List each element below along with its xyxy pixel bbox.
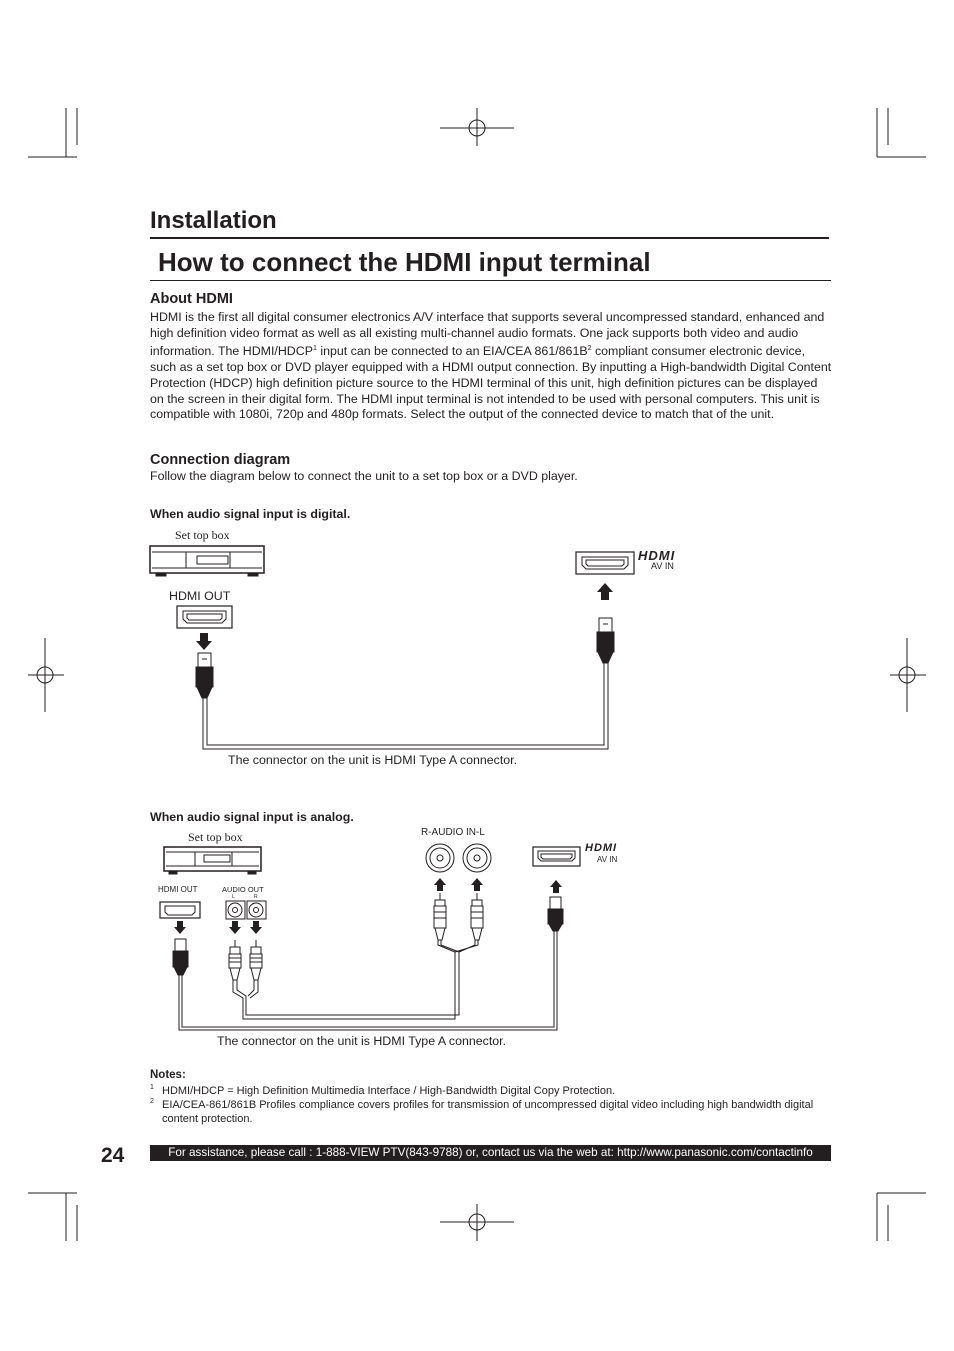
connection-diagram-heading: Connection diagram (150, 452, 291, 468)
audio-out-l-label: L (232, 894, 235, 900)
rca-plug-icon (471, 893, 483, 940)
audio-in-jack-icon (426, 844, 454, 872)
set-top-box-label: Set top box (175, 528, 230, 542)
set-top-box-icon (164, 847, 261, 874)
page-title: How to connect the HDMI input terminal (158, 247, 651, 277)
hdmi-logo: HDMI (638, 548, 676, 563)
audio-out-jack-icon (226, 901, 245, 919)
note-number: 2 (150, 1098, 154, 1105)
set-top-box-label: Set top box (188, 830, 243, 844)
about-hdmi-paragraph: HDMI is the first all digital consumer electronics A/V interface that supports several uncompressed standard, enhanced and high definition video format as well as all existing multi-channel audio formats. One jack supports both video and audio information. The HDMI/HDCP$^1$ input can be connected to an EIA/CEA $861/861B^2$ compliant consumer electronic device, such as a set top box or DVD player equipped with a HDMI output connection. By inputting a High-bandwidth Digital Content Protection (HDCP) high definition picture source to the HDMI terminal of this unit, high definition pictures can be displayed on the screen in their digital form. The HDMI input terminal is not intended to be used with personal computers. This unit is compatible with 1080i, 720p and 480p formats. Select the output of the connected device to match that of the unit. (150, 310, 832, 422)
rca-plug-icon (250, 940, 262, 980)
down-arrow-icon (250, 921, 262, 934)
hdmi-logo: HDMI (585, 842, 618, 854)
audio-out-label: AUDIO OUT (222, 885, 264, 894)
audio-in-jack-icon (463, 844, 491, 872)
analog-subheading: When audio signal input is analog. (150, 810, 354, 824)
hdmi-plug-icon (173, 939, 188, 975)
hdmi-out-label: HDMI OUT (158, 885, 198, 894)
down-arrow-icon (229, 921, 241, 934)
hdmi-out-label: HDMI OUT (169, 589, 231, 603)
connection-intro: Follow the diagram below to connect the unit to a set top box or a DVD player. (150, 469, 578, 483)
analog-caption: The connector on the unit is HDMI Type A connector. (217, 1034, 507, 1048)
audio-in-label: R-AUDIO IN-L (421, 827, 485, 838)
note-number: 1 (150, 1084, 154, 1091)
av-in-label: AV IN (651, 561, 674, 571)
note-text: HDMI/HDCP = High Definition Multimedia Interface / High-Bandwidth Digital Copy Protection. (162, 1085, 616, 1097)
rca-plug-icon (434, 893, 446, 940)
up-arrow-icon (550, 880, 562, 893)
footnote-ref-2: 2 (587, 345, 592, 353)
about-hdmi-heading: About HDMI (150, 291, 233, 307)
hdmi-plug-icon (548, 897, 563, 931)
notes-label: Notes: (150, 1069, 186, 1081)
audio-out-jack-icon (247, 901, 266, 919)
footnote-ref-1: 1 (312, 345, 317, 353)
hdmi-out-port-icon (160, 902, 200, 918)
up-arrow-icon (434, 878, 446, 891)
audio-cable (233, 952, 459, 1019)
page-number: 24 (101, 1144, 125, 1167)
rca-plug-icon (229, 940, 241, 980)
footer-assistance-bar: For assistance, please call : 1-888-VIEW PTV(843-9788) or, contact us via the web at: http://www.panasonic.com/contactinfo (150, 1145, 831, 1161)
av-in-label: AV IN (597, 855, 618, 864)
audio-out-r-label: R (254, 894, 258, 900)
digital-subheading: When audio signal input is digital. (150, 507, 351, 521)
digital-caption: The connector on the unit is HDMI Type A connector. (228, 753, 518, 767)
up-arrow-icon (471, 878, 483, 891)
audio-cable (438, 940, 478, 952)
section-title: Installation (150, 207, 277, 234)
note-text: EIA/CEA-861/861B Profiles compliance covers profiles for transmission of uncompressed digital video including high bandwidth digital content protection. (162, 1099, 814, 1125)
down-arrow-icon (174, 921, 186, 934)
av-in-hdmi-port-icon (533, 847, 580, 866)
